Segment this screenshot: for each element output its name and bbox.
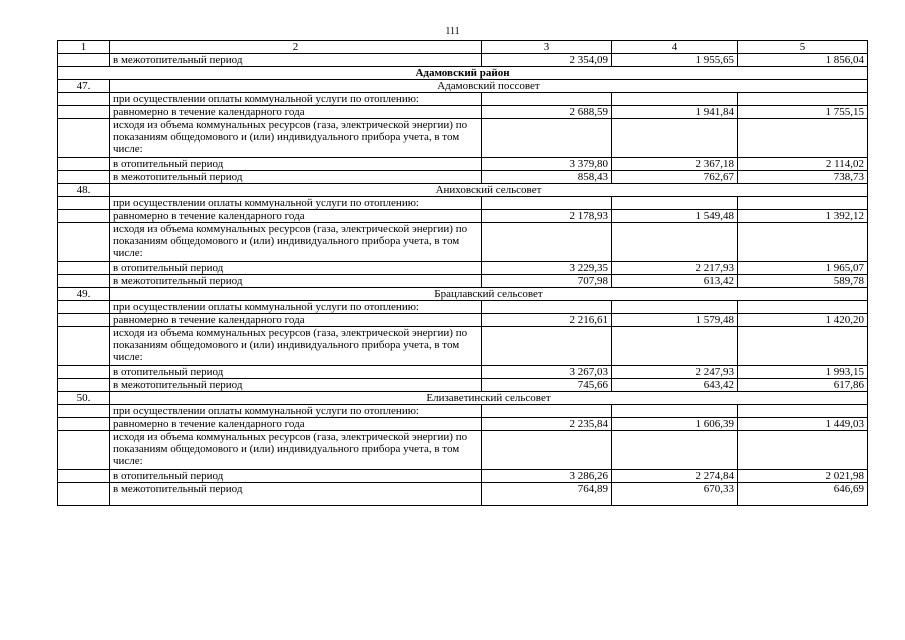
value-cell [612,301,738,314]
district-title: Адамовский район [58,67,868,80]
settlement-header-row [58,80,868,93]
value-cell: 613,42 [612,275,738,288]
row-label: при осуществлении оплаты коммунальной услуги по отоплению: [110,197,482,210]
district-row [58,67,868,80]
row-number-cell [58,483,110,506]
table-row [58,327,868,366]
row-number-cell [58,366,110,379]
row-label: равномерно в течение календарного года [110,106,482,119]
value-cell [482,93,612,106]
row-label: в отопительный период [110,262,482,275]
value-cell [612,223,738,262]
value-cell: 2 354,09 [482,54,612,67]
value-cell [612,197,738,210]
value-cell: 1 392,12 [738,210,868,223]
row-label: в межотопительный период [110,171,482,184]
settlement-number: 48. [58,184,110,197]
value-cell [738,223,868,262]
table-row [58,470,868,483]
row-number-cell [58,418,110,431]
value-cell: 764,89 [482,483,612,506]
value-cell: 1 755,15 [738,106,868,119]
table-row [58,93,868,106]
row-label: исходя из объема коммунальных ресурсов (газа, электрической энергии) по показаниям общедомового и (или) индивидуального прибора учета, в том числе: [110,327,482,366]
row-label: в межотопительный период [110,379,482,392]
value-cell: 2 217,93 [612,262,738,275]
value-cell [482,223,612,262]
value-cell: 3 286,26 [482,470,612,483]
row-number-cell [58,210,110,223]
value-cell: 1 449,03 [738,418,868,431]
settlement-header-row [58,288,868,301]
value-cell: 1 420,20 [738,314,868,327]
value-cell: 1 579,48 [612,314,738,327]
table-row [58,483,868,506]
row-label: исходя из объема коммунальных ресурсов (газа, электрической энергии) по показаниям общедомового и (или) индивидуального прибора учета, в том числе: [110,431,482,470]
row-number-cell [58,262,110,275]
value-cell [482,431,612,470]
row-number-cell [58,405,110,418]
row-number-cell [58,106,110,119]
table-row [58,314,868,327]
value-cell: 745,66 [482,379,612,392]
column-number-row [58,41,868,54]
row-label: равномерно в течение календарного года [110,418,482,431]
row-label: при осуществлении оплаты коммунальной услуги по отоплению: [110,301,482,314]
row-number-cell [58,327,110,366]
value-cell: 1 941,84 [612,106,738,119]
value-cell: 1 856,04 [738,54,868,67]
row-label: исходя из объема коммунальных ресурсов (газа, электрической энергии) по показаниям общедомового и (или) индивидуального прибора учета, в том числе: [110,119,482,158]
value-cell: 738,73 [738,171,868,184]
row-number-cell [58,54,110,67]
value-cell: 3 229,35 [482,262,612,275]
value-cell [612,431,738,470]
value-cell: 589,78 [738,275,868,288]
row-number-cell [58,223,110,262]
settlement-number: 47. [58,80,110,93]
value-cell: 670,33 [612,483,738,506]
row-number-cell [58,314,110,327]
value-cell [612,93,738,106]
settlement-name: Аниховский сельсовет [110,184,868,197]
table-row [58,223,868,262]
row-label: равномерно в течение календарного года [110,314,482,327]
value-cell: 646,69 [738,483,868,506]
table-row [58,210,868,223]
value-cell: 707,98 [482,275,612,288]
value-cell: 1 549,48 [612,210,738,223]
tariff-table [57,40,868,506]
value-cell [482,197,612,210]
value-cell [738,327,868,366]
row-label: в отопительный период [110,158,482,171]
value-cell: 643,42 [612,379,738,392]
row-label: в отопительный период [110,470,482,483]
table-row [58,158,868,171]
row-number-cell [58,431,110,470]
value-cell [738,301,868,314]
settlement-name: Брацлавский сельсовет [110,288,868,301]
column-number: 2 [110,41,482,54]
value-cell: 617,86 [738,379,868,392]
row-number-cell [58,93,110,106]
row-number-cell [58,275,110,288]
settlement-name: Елизаветинский сельсовет [110,392,868,405]
value-cell: 2 178,93 [482,210,612,223]
column-number: 4 [612,41,738,54]
value-cell [482,405,612,418]
table-row [58,379,868,392]
settlement-name: Адамовский поссовет [110,80,868,93]
table-row [58,54,868,67]
value-cell: 762,67 [612,171,738,184]
row-number-cell [58,470,110,483]
value-cell: 1 965,07 [738,262,868,275]
value-cell [738,431,868,470]
settlement-number: 49. [58,288,110,301]
row-number-cell [58,119,110,158]
row-label: в межотопительный период [110,54,482,67]
value-cell [738,405,868,418]
column-number: 3 [482,41,612,54]
table-row [58,431,868,470]
value-cell: 2 247,93 [612,366,738,379]
settlement-number: 50. [58,392,110,405]
row-number-cell [58,158,110,171]
row-number-cell [58,379,110,392]
value-cell [612,119,738,158]
table-row [58,418,868,431]
value-cell [738,197,868,210]
row-label: при осуществлении оплаты коммунальной услуги по отоплению: [110,93,482,106]
row-label: при осуществлении оплаты коммунальной услуги по отоплению: [110,405,482,418]
table-body [58,41,868,506]
table-row [58,405,868,418]
row-label: равномерно в течение календарного года [110,210,482,223]
value-cell [738,119,868,158]
value-cell [612,405,738,418]
row-label: в отопительный период [110,366,482,379]
value-cell: 2 688,59 [482,106,612,119]
value-cell: 1 993,15 [738,366,868,379]
row-label: в межотопительный период [110,275,482,288]
table-row [58,366,868,379]
settlement-header-row [58,392,868,405]
value-cell: 1 955,65 [612,54,738,67]
value-cell: 2 367,18 [612,158,738,171]
value-cell: 3 379,80 [482,158,612,171]
column-number: 5 [738,41,868,54]
row-number-cell [58,197,110,210]
table-row [58,262,868,275]
table-row [58,119,868,158]
value-cell: 2 216,61 [482,314,612,327]
row-number-cell [58,301,110,314]
value-cell: 2 021,98 [738,470,868,483]
value-cell: 3 267,03 [482,366,612,379]
table-row [58,106,868,119]
table-row [58,197,868,210]
table-row [58,171,868,184]
page-number: 111 [445,26,460,37]
value-cell: 1 606,39 [612,418,738,431]
value-cell [738,93,868,106]
value-cell: 2 235,84 [482,418,612,431]
value-cell [612,327,738,366]
value-cell [482,119,612,158]
value-cell [482,301,612,314]
value-cell: 2 114,02 [738,158,868,171]
row-label: в межотопительный период [110,483,482,506]
column-number: 1 [58,41,110,54]
table-row [58,301,868,314]
value-cell: 2 274,84 [612,470,738,483]
table-row [58,275,868,288]
value-cell [482,327,612,366]
value-cell: 858,43 [482,171,612,184]
settlement-header-row [58,184,868,197]
row-number-cell [58,171,110,184]
row-label: исходя из объема коммунальных ресурсов (газа, электрической энергии) по показаниям общедомового и (или) индивидуального прибора учета, в том числе: [110,223,482,262]
